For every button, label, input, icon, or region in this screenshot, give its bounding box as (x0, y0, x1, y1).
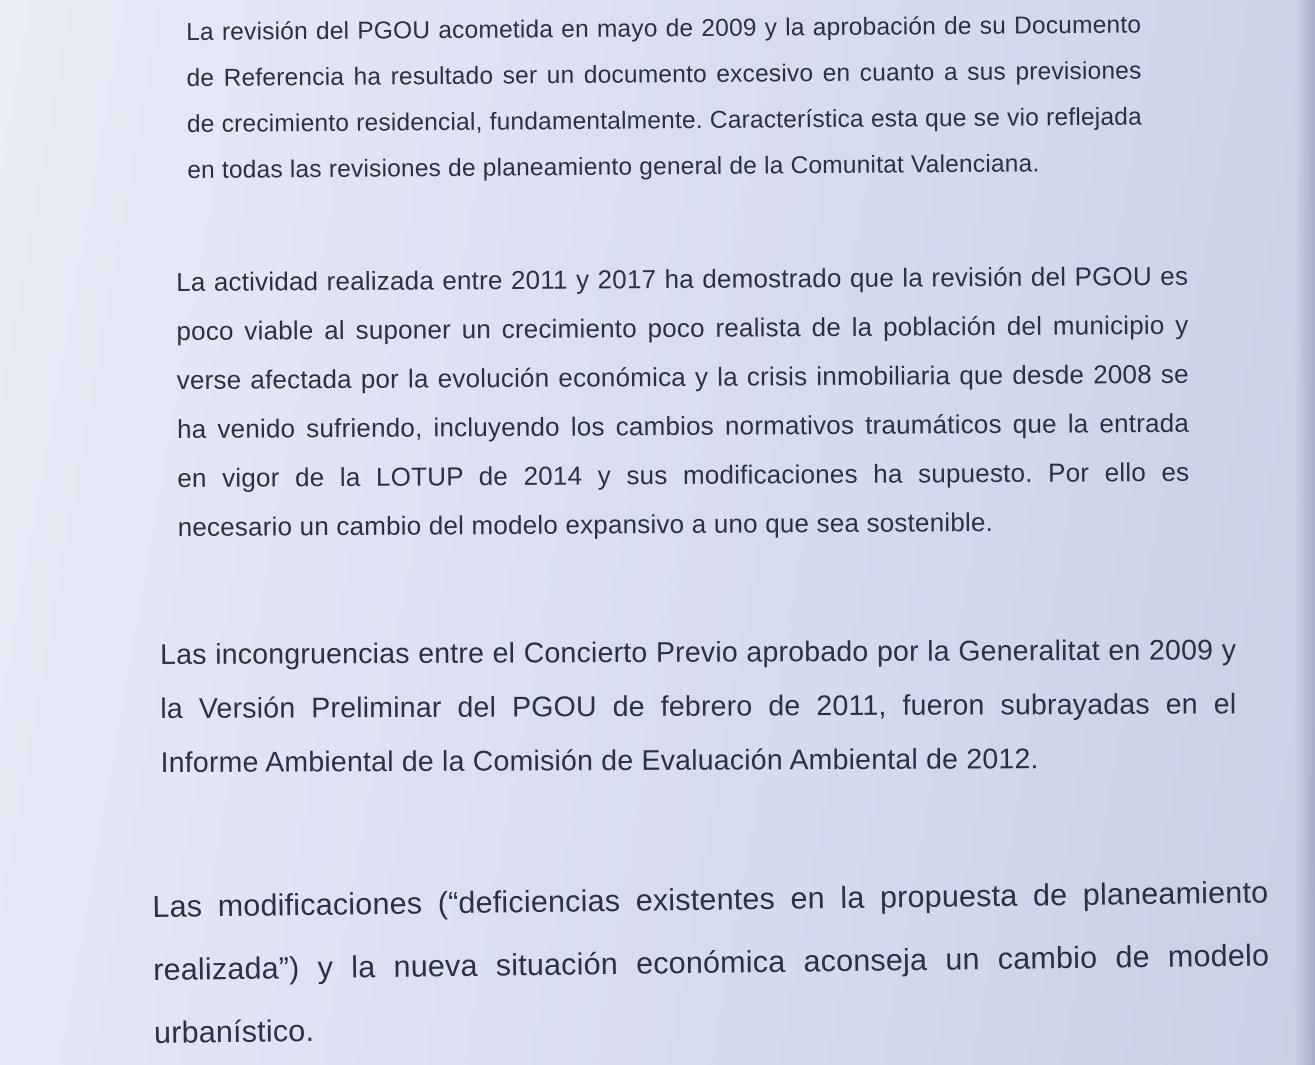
paragraph-modifications: Las modificaciones (“deficiencias existentes en la propuesta de planeamiento realizada”) y la nueva situación económica aconseja un cambio de modelo urbanístico. (152, 875, 1270, 1050)
paragraph-incongruencies: Las incongruencias entre el Concierto Previo aprobado por la Generalitat en 2009 y la Versión Preliminar del PGOU de febrero de 2011, fueron subrayadas en el Informe Ambiental de la Comisión de Evaluación Ambiental de 2012. (160, 634, 1237, 779)
paragraph-activity-2011-2017: La actividad realizada entre 2011 y 2017 ha demostrado que la revisión del PGOU es poco viable al suponer un crecimiento poco realista de la población del municipio y verse afectada por la evolución económica y la crisis inmobiliaria que desde 2008 se ha venido sufriendo, incluyendo los cambios normativos traumáticos que la entrada en vigor de la LOTUP de 2014 y sus modificaciones ha supuesto. Por ello es necesario un cambio del modelo expansivo a uno que sea sostenible. (176, 260, 1190, 542)
page-edge-shadow (1295, 0, 1315, 1065)
paragraph-pgou-revision: La revisión del PGOU acometida en mayo de 2009 y la aprobación de su Documento de Referencia ha resultado ser un documento excesivo en cuanto a sus previsiones de crecimiento residencial, fundamentalmente. Característica esta que se vio reflejada en todas las revisiones de planeamiento general de la Comunitat Valenciana. (186, 11, 1142, 184)
